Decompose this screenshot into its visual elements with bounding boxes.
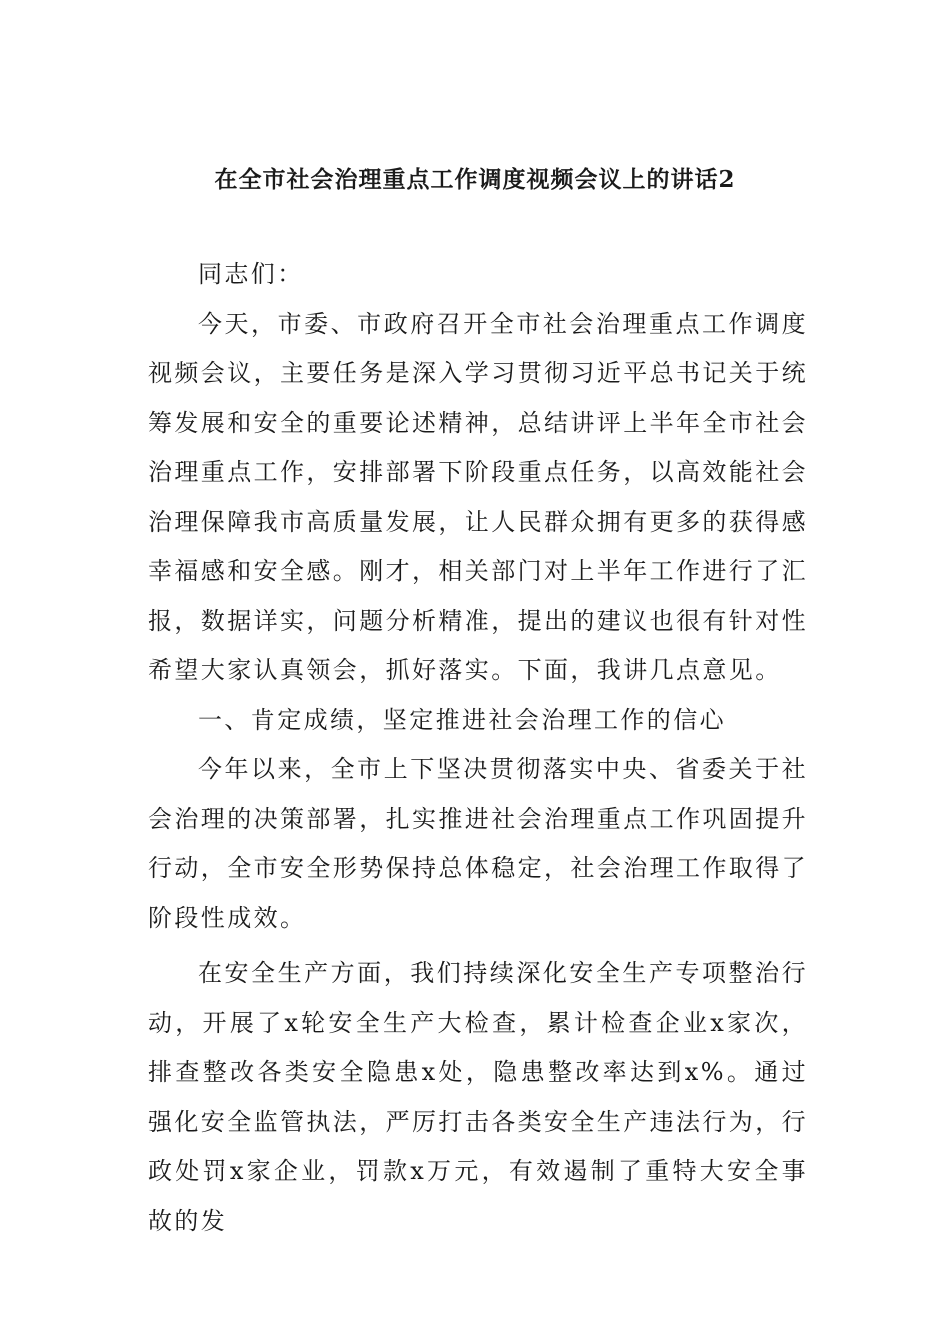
section-heading-1: 一、肯定成绩，坚定推进社会治理工作的信心 [198, 705, 726, 734]
document-title: 在全市社会治理重点工作调度视频会议上的讲话2 [214, 166, 736, 193]
paragraph-achievements: 今年以来，全市上下坚决贯彻落实中央、省委关于社会治理的决策部署，扎实推进社会治理重点工作巩固提升行动，全市安全形势保持总体稳定，社会治理工作取得了阶段性成效。 [148, 755, 808, 932]
paragraph-intro: 今天，市委、市政府召开全市社会治理重点工作调度视频会议，主要任务是深入学习贯彻习近平总书记关于统筹发展和安全的重要论述精神，总结讲评上半年全市社会治理重点工作，安排部署下阶段重点任务，以高效能社会治理保障我市高质量发展，让人民群众拥有更多的获得感幸福感和安全感。刚才，相关部门对上半年工作进行了汇报，数据详实，问题分析精准，提出的建议也很有针对性希望大家认真领会，抓好落实。下面，我讲几点意见。 [148, 309, 808, 684]
salutation: 同志们： [198, 260, 304, 288]
paragraph-safety-production: 在安全生产方面，我们持续深化安全生产专项整治行动，开展了x轮安全生产大检查，累计检查企业x家次，排查整改各类安全隐患x处，隐患整改率达到x%。通过强化安全监管执法，严厉打击各类安全生产违法行为，行政处罚x家企业，罚款x万元，有效遏制了重特大安全事故的发 [148, 959, 808, 1235]
document-body [148, 250, 808, 1246]
